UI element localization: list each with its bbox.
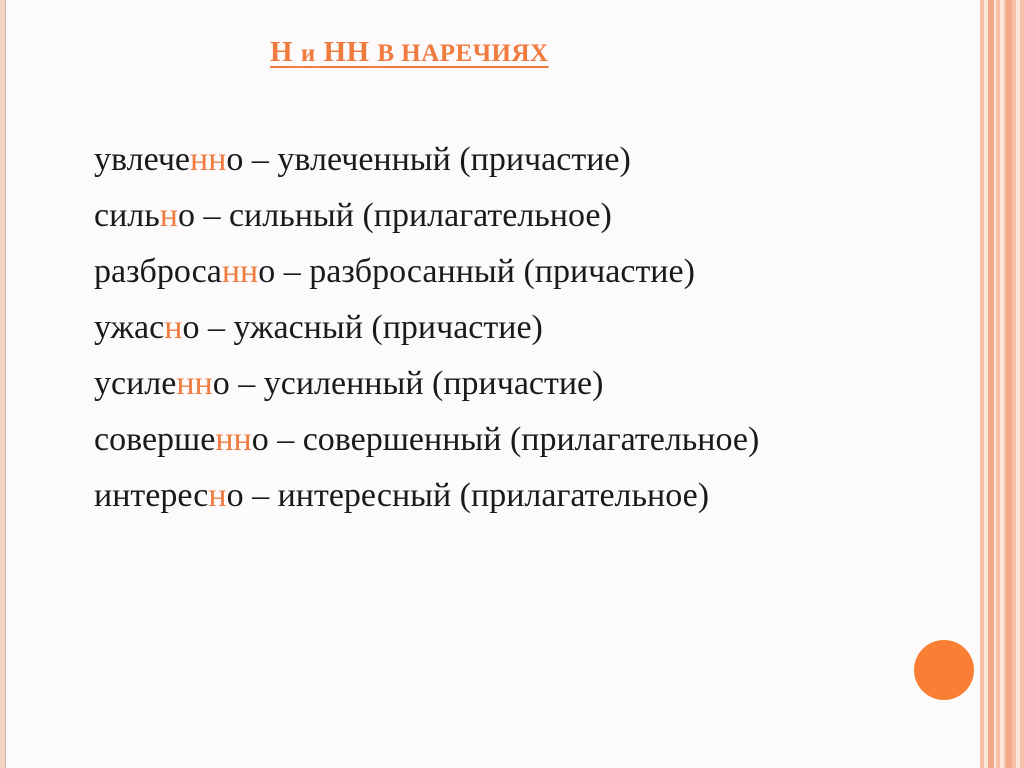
word-stem: усиле xyxy=(94,365,177,402)
highlighted-suffix: н xyxy=(159,197,178,234)
line-rest: о – усиленный (причастие) xyxy=(212,365,604,402)
highlighted-suffix: н xyxy=(208,477,227,514)
line-rest: о – разбросанный (причастие) xyxy=(258,253,695,290)
highlighted-suffix: н xyxy=(164,309,183,346)
line-rest: о – интересный (прилагательное) xyxy=(226,477,710,514)
example-line xyxy=(94,253,695,291)
word-stem: соверше xyxy=(94,421,216,458)
highlighted-suffix: нн xyxy=(190,141,227,178)
word-stem: ужас xyxy=(94,309,165,346)
decorative-circle xyxy=(914,640,974,700)
example-line xyxy=(94,477,709,515)
example-line xyxy=(94,197,612,235)
highlighted-suffix: нн xyxy=(221,253,259,290)
example-line xyxy=(94,365,603,403)
title-part1: Н xyxy=(270,36,294,68)
word-stem: увлече xyxy=(94,141,191,178)
slide-title xyxy=(270,36,549,69)
word-stem: интерес xyxy=(94,477,209,514)
example-line xyxy=(94,309,543,347)
stripe xyxy=(1006,0,1012,768)
highlighted-suffix: нн xyxy=(176,365,213,402)
line-rest: о – ужасный (причастие) xyxy=(182,309,543,346)
title-part2: и xyxy=(300,40,316,67)
example-line xyxy=(94,421,759,459)
line-rest: о – увлеченный (причастие) xyxy=(226,141,631,178)
decorative-stripes xyxy=(980,0,1024,768)
word-stem: силь xyxy=(94,197,160,234)
title-part3: НН xyxy=(323,36,370,68)
stripe xyxy=(988,0,994,768)
title-part4: В НАРЕЧИЯХ xyxy=(377,40,549,67)
line-rest: о – совершенный (прилагательное) xyxy=(251,421,760,458)
line-rest: о – сильный (прилагательное) xyxy=(177,197,612,234)
highlighted-suffix: нн xyxy=(215,421,252,458)
example-line xyxy=(94,141,631,179)
word-stem: разбросa xyxy=(94,253,222,290)
